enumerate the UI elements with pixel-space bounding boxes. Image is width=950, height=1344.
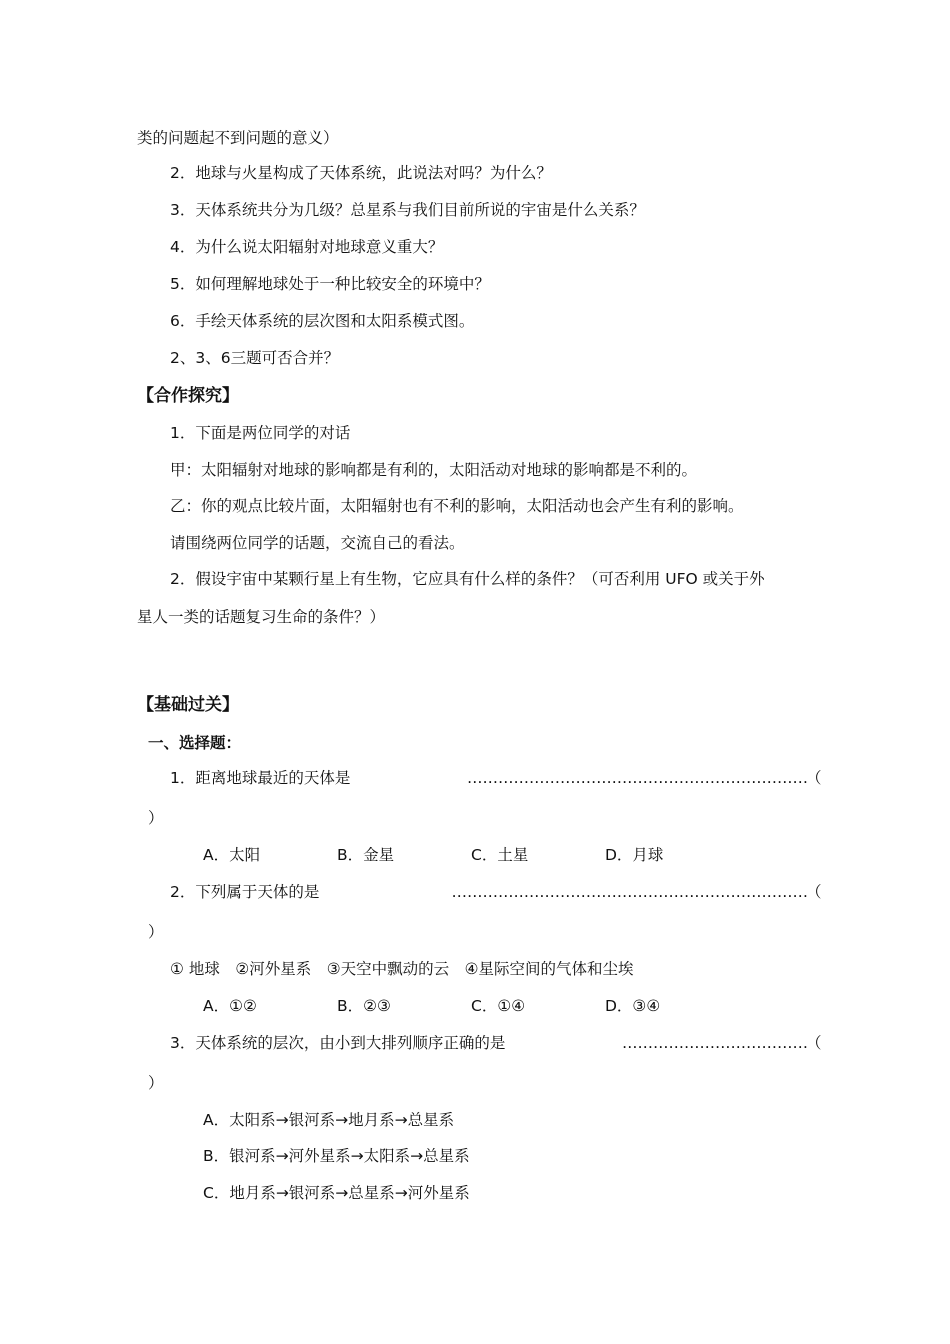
question-1-option-b: B．金星 xyxy=(337,846,395,864)
question-1-option-a: A．太阳 xyxy=(203,846,261,864)
cooperate-q1-prompt: 请围绕两位同学的话题，交流自己的看法。 xyxy=(170,534,465,552)
question-1-close-paren: ） xyxy=(148,809,164,827)
review-question-5: 5．如何理解地球处于一种比较安全的环境中？ xyxy=(170,275,490,293)
question-1-option-c: C．土星 xyxy=(471,846,529,864)
question-2-dots: …………………………………………………………… xyxy=(451,883,808,901)
cooperate-q1-title: 1．下面是两位同学的对话 xyxy=(170,424,351,442)
review-question-4: 4．为什么说太阳辐射对地球意义重大？ xyxy=(170,238,444,256)
multiple-choice-heading: 一、选择题： xyxy=(148,734,242,752)
review-question-6: 6．手绘天体系统的层次图和太阳系模式图。 xyxy=(170,312,475,330)
question-2-option-d: D．③④ xyxy=(605,997,661,1015)
review-question-3: 3．天体系统共分为几级？总星系与我们目前所说的宇宙是什么关系？ xyxy=(170,201,645,219)
question-3-option-a: A．太阳系→银河系→地月系→总星系 xyxy=(203,1111,455,1129)
question-2-open-paren: （ xyxy=(806,883,822,901)
question-2-option-c: C．①④ xyxy=(471,997,526,1015)
question-3-stem: 3．天体系统的层次，由小到大排列顺序正确的是 xyxy=(170,1034,506,1052)
basic-heading: 【基础过关】 xyxy=(137,695,239,715)
continuation-line: 类的问题起不到问题的意义） xyxy=(137,129,339,147)
question-2-stem: 2．下列属于天体的是 xyxy=(170,883,320,901)
question-3-close-paren: ） xyxy=(148,1074,164,1092)
question-2-option-a: A．①② xyxy=(203,997,257,1015)
cooperate-q2-line2: 星人一类的话题复习生命的条件？） xyxy=(137,608,386,626)
question-1-stem: 1．距离地球最近的天体是 xyxy=(170,769,351,787)
review-question-2: 2．地球与火星构成了天体系统，此说法对吗？为什么？ xyxy=(170,164,552,182)
question-2-close-paren: ） xyxy=(148,923,164,941)
question-2-option-b: B．②③ xyxy=(337,997,391,1015)
question-2-items: ① 地球 ②河外星系 ③天空中飘动的云 ④星际空间的气体和尘埃 xyxy=(170,960,634,978)
cooperate-q1-jia: 甲：太阳辐射对地球的影响都是有利的，太阳活动对地球的影响都是不利的。 xyxy=(170,461,698,479)
cooperate-q2-line1: 2．假设宇宙中某颗行星上有生物，它应具有什么样的条件？（可否利用 UFO 或关于外 xyxy=(170,570,765,588)
question-3-open-paren: （ xyxy=(806,1034,822,1052)
question-3-dots: ……………………………… xyxy=(622,1034,808,1052)
cooperate-q1-yi: 乙：你的观点比较片面，太阳辐射也有不利的影响，太阳活动也会产生有利的影响。 xyxy=(170,497,744,515)
review-note: 2、3、6三题可否合并？ xyxy=(170,349,340,367)
question-3-option-c: C．地月系→银河系→总星系→河外星系 xyxy=(203,1184,470,1202)
question-1-option-d: D．月球 xyxy=(605,846,664,864)
question-3-option-b: B．银河系→河外星系→太阳系→总星系 xyxy=(203,1147,470,1165)
question-1-open-paren: （ xyxy=(806,769,822,787)
question-1-dots: ………………………………………………………… xyxy=(467,769,808,787)
cooperate-heading: 【合作探究】 xyxy=(137,386,239,406)
